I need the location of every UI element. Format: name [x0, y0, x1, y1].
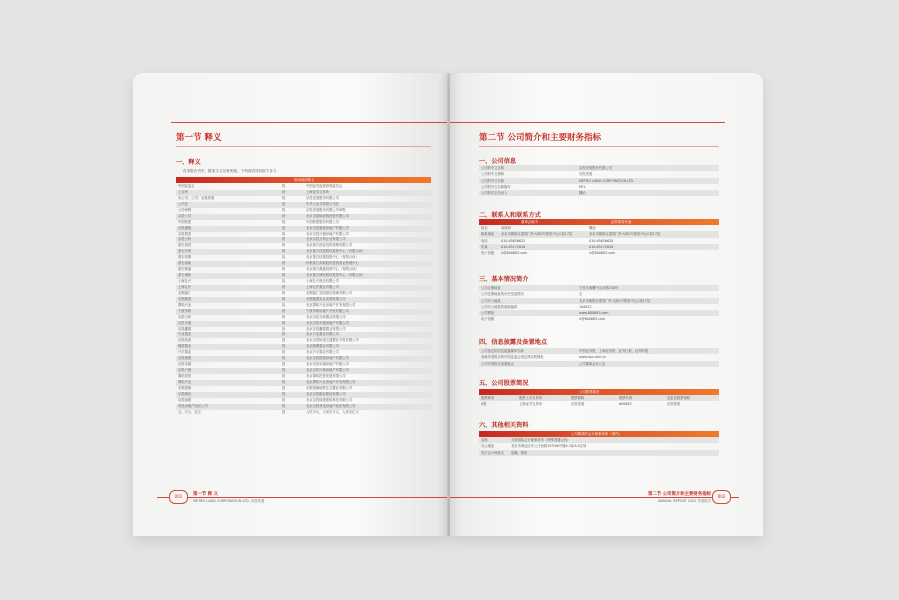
table-row	[479, 361, 719, 367]
table-cell: 京投置地	[178, 225, 192, 230]
table-cell: 京投万科	[178, 237, 192, 242]
section-title: 第二节 公司简介和主要财务指标	[479, 133, 601, 143]
table-cell: 基石创投	[178, 243, 192, 248]
table-cell: 联系地址	[481, 232, 495, 237]
contact-title: 二、联系人和联系方式	[479, 212, 541, 219]
table-cell: 指	[282, 362, 286, 367]
table-cell: 北京颐德置业有限公司	[306, 344, 339, 349]
table-cell: 京投轨道	[178, 338, 192, 343]
basic-info-title: 三、基本情况简介	[479, 276, 529, 283]
table-cell: 中国证监会	[178, 184, 195, 188]
table-cell: 指	[282, 207, 286, 212]
table-cell: 宁波华联	[178, 308, 192, 313]
table-cell: 指	[282, 344, 286, 349]
glossary-table-header	[176, 177, 431, 183]
table-cell: 北京基石鼎盛投资中心（有限合伙）	[306, 267, 359, 272]
table-cell: 北京基石城轨股权投资中心（有限合伙）	[306, 273, 366, 278]
footer-title: 第一节 释 义	[193, 492, 219, 497]
right-page	[450, 73, 763, 536]
table-cell: METRO LAND CORPORATION LTD.	[579, 178, 635, 183]
table-cell: 指	[282, 184, 286, 188]
table-cell: 兴平置业	[178, 350, 192, 355]
contact-table	[479, 225, 719, 256]
table-cell: 指	[282, 320, 286, 325]
table-cell: 高晓妍	[501, 226, 511, 230]
table-cell: 京投发展	[571, 402, 585, 407]
table-cell: 无锡嘉仁花园酒店管理有限公司	[306, 290, 353, 295]
table-cell: 北京京投轨道交通置业开发有限公司	[306, 338, 359, 343]
table-cell: 宁波华联房地产开发有限公司	[306, 308, 349, 313]
table-cell: A股	[481, 402, 487, 407]
company-info-title: 一、公司信息	[479, 158, 517, 165]
table-cell: 北京潭柘兴业房地产开发有限公司	[306, 379, 356, 384]
table-cell: 北京京投灜德置业有限公司	[306, 326, 346, 331]
table-cell: 北京京投丰德房地产有限公司	[306, 320, 349, 325]
table-cell: 北京市海淀区车公庄西路19号68号楼A-1和A-5区域	[511, 444, 587, 449]
table-cell: 公司年度报告备置地点	[481, 361, 514, 366]
table-header-label: 常用词语释义	[294, 178, 315, 182]
table-cell: 指	[282, 374, 286, 378]
auditor-header-label: 公司聘请的会计师事务所（境内）	[571, 432, 622, 436]
page-number: 002	[712, 490, 731, 504]
table-cell: 上海礼兴酒店有限公司	[306, 279, 339, 283]
section-title: 第一节 释义	[176, 133, 222, 143]
top-rule	[171, 122, 448, 123]
table-cell: 010-65636622	[501, 238, 526, 243]
table-cell: 指	[282, 308, 286, 313]
table-cell: 指	[282, 231, 286, 236]
table-cell: 公司办公地址	[481, 298, 501, 303]
table-cell: 指	[282, 302, 286, 307]
table-cell: 北京京投颐信建设有限公司	[306, 391, 346, 396]
table-cell: 北京潭柘投资发展有限公司	[306, 374, 346, 378]
table-cell: www.600683.com	[579, 311, 609, 316]
table-cell: 北京京投兴檀房地产有限公司	[306, 231, 349, 236]
table-cell: 怀柔基石高新股权投资基金管理中心	[306, 261, 359, 266]
table-cell: 基石高新	[178, 261, 192, 266]
table-cell: 京投瑞德	[178, 356, 192, 361]
footer-subtitle: METRO LAND CORPORATION LTD. 京投发展	[193, 499, 265, 503]
table-cell: 屈飚、陈旭	[511, 450, 528, 455]
left-page	[133, 73, 448, 536]
table-cell: 上海礼仟置业有限公司	[306, 284, 339, 289]
table-cell: 指	[282, 267, 286, 272]
table-cell: 人民币元、人民币万元、人民币亿元	[306, 409, 359, 414]
table-cell: 公司网址	[481, 311, 495, 316]
title-divider	[479, 146, 719, 147]
table-cell: 指	[282, 350, 286, 355]
table-cell: 北京京投瑞德房地产有限公司	[306, 356, 349, 361]
table-cell: 指	[282, 314, 286, 319]
table-cell: 股票代码	[619, 396, 633, 400]
table-cell: 中国铁建	[178, 219, 192, 224]
table-cell: 上海礼仟	[178, 284, 192, 289]
table-cell: 中国证券监督管理委员会	[306, 184, 343, 188]
table-cell: www.sse.com.cn	[579, 355, 607, 360]
table-cell: 010-85172628	[501, 244, 526, 249]
top-rule	[450, 122, 725, 123]
table-cell: 宁波市海曙中山东路238号	[579, 286, 619, 290]
table-cell: 基石鼎盛	[178, 267, 192, 272]
table-cell: 公司的外文名称缩写	[481, 184, 511, 189]
table-cell: 指	[282, 391, 286, 396]
table-cell: 股票种类	[481, 396, 495, 400]
table-row	[479, 190, 719, 196]
table-cell: 易投房地产经纪公司	[178, 403, 208, 408]
table-cell: 指	[282, 368, 286, 373]
table-cell: 潭柘兴业	[178, 379, 192, 384]
table-cell: 京投卓越	[178, 362, 192, 367]
table-cell: 魏怡	[579, 191, 586, 196]
table-cell: 京投灜德	[178, 326, 192, 331]
table-cell: 无锡嘉仁	[178, 290, 192, 295]
table-cell: 登载年度报告的中国证监会指定网站的网址	[481, 355, 544, 360]
table-cell: 指	[282, 296, 286, 301]
table-cell: 北京兴平置业有限公司	[306, 350, 339, 355]
table-cell: 兴业置业	[178, 332, 192, 337]
table-cell: 指	[282, 332, 286, 337]
table-cell: 指	[282, 249, 286, 254]
table-cell: 公司的中文名称	[481, 166, 505, 170]
table-cell: 元、万元、亿元	[178, 409, 202, 414]
subsection-title: 一、释义	[176, 159, 201, 166]
title-divider	[176, 146, 431, 147]
table-cell: 无锡望愉地铁生态置业有限公司	[306, 385, 353, 390]
table-row	[176, 410, 431, 416]
table-row	[479, 401, 719, 407]
table-cell: 指	[282, 237, 286, 242]
table-cell: 名称	[481, 438, 488, 442]
table-cell: 公司法	[178, 201, 188, 206]
table-cell: 京投发展股份有限公司	[306, 195, 339, 200]
table-cell: 基石城轨	[178, 273, 192, 278]
stock-title: 五、公司股票简况	[479, 380, 529, 387]
table-cell: 指	[282, 255, 286, 260]
table-cell: 中国铁建股份有限公司	[306, 219, 339, 224]
table-cell: MTL	[579, 184, 586, 189]
table-cell: 指	[282, 243, 286, 248]
table-cell: 无锡望愉	[178, 385, 192, 390]
page-number: 001	[169, 490, 188, 504]
auditor-table	[479, 437, 719, 456]
table-cell: 无锡惠澄	[178, 296, 192, 301]
table-cell: 京投银泰	[667, 402, 681, 407]
table-cell: 潭柘兴业	[178, 302, 192, 307]
disclosure-title: 四、信息披露及备置地点	[479, 339, 548, 346]
table-cell: 北京市朝阳区建国门外大街2号银泰中心C座17层	[589, 232, 661, 237]
table-cell: ir@600683.com	[501, 251, 528, 256]
table-cell: 本公司、公司、京投发展	[178, 195, 215, 200]
table-cell: 上交所	[178, 189, 188, 194]
table-cell: 传真	[481, 244, 488, 249]
table-cell: 股票上市交易所	[519, 396, 543, 400]
table-cell: 电话	[481, 238, 488, 243]
basic-info-table	[479, 285, 719, 323]
table-cell: 指	[282, 356, 286, 361]
table-cell: 无	[579, 292, 583, 297]
table-cell: 京投颐信	[178, 391, 192, 396]
table-cell: 公司的法定代表人	[481, 191, 508, 196]
disclosure-table	[479, 348, 719, 367]
footer-subtitle: ANNUAL REPORT 2022 年度报告	[658, 499, 711, 503]
table-cell: 010-65636620	[589, 238, 614, 243]
table-cell: 魏旭	[589, 226, 596, 230]
table-cell: 京投发展股份有限公司	[579, 166, 612, 170]
table-cell: 京投丰德	[178, 320, 192, 325]
table-cell: 公司的外文名称	[481, 178, 505, 183]
table-cell: 北京市基础设施投资有限公司	[306, 213, 349, 218]
table-cell: 潭柘投资	[178, 374, 192, 378]
table-cell: 100022	[579, 304, 592, 309]
table-cell: 京投发展股份有限公司章程	[306, 207, 346, 212]
table-cell: ir@600683.com	[589, 251, 616, 256]
table-cell: 公司注册地址	[481, 286, 501, 290]
table-cell: 指	[282, 409, 286, 414]
table-cell: 北京市朝阳区建国门外大街2号银泰中心C座17层	[501, 232, 573, 237]
table-cell: 指	[282, 403, 286, 408]
table-cell: 北京京投绿建建筑科技有限公司	[306, 397, 353, 402]
table-cell: 电子信箱	[481, 251, 495, 256]
table-cell: ir@600683.com	[579, 317, 606, 322]
table-cell: 电子信箱	[481, 317, 495, 322]
table-cell: 上海证券交易所	[306, 189, 330, 194]
table-cell: 中华人民共和国公司法	[306, 201, 339, 206]
table-cell: 公司董事会办公室	[579, 361, 606, 366]
rep-col-label: 证券事务代表	[611, 220, 632, 224]
table-cell: 北京兴业置业有限公司	[306, 332, 339, 337]
table-cell: 天职国际会计师事务所（特殊普通合伙）	[511, 438, 571, 442]
table-cell: 北京京投万科企业有限公司	[306, 237, 346, 242]
table-cell: 指	[282, 219, 286, 224]
table-cell: 京投银泰	[178, 231, 192, 236]
secretary-col-label: 董事会秘书	[521, 220, 538, 224]
table-cell: 北京基石信德投资中心（有限合伙）	[306, 255, 359, 260]
table-cell: 北京潭柘兴业房地产开发有限公司	[306, 302, 356, 307]
table-cell: 基石信德	[178, 255, 192, 260]
table-cell: 指	[282, 189, 286, 194]
stock-header-label: 公司股票简况	[579, 390, 600, 394]
table-cell: 北京基石仲盈股权投资中心（有限合伙）	[306, 249, 366, 254]
table-cell: 指	[282, 397, 286, 402]
table-cell: 指	[282, 195, 286, 200]
table-cell: 京投公司	[178, 213, 192, 218]
table-row	[479, 316, 719, 322]
table-cell: 公司注册地址的历史变更情况	[481, 292, 524, 297]
table-cell: 指	[282, 279, 286, 283]
stock-table	[479, 395, 719, 408]
table-cell: 北京基石创业投资管理有限公司	[306, 243, 353, 248]
table-cell: 指	[282, 273, 286, 278]
table-cell: 指	[282, 284, 286, 289]
table-cell: 公司办公地址的邮政编码	[481, 304, 518, 309]
table-cell: 指	[282, 213, 286, 218]
table-cell: 指	[282, 290, 286, 295]
table-cell: 姓名	[481, 226, 488, 230]
table-row	[479, 250, 719, 256]
table-cell: 指	[282, 379, 286, 384]
footer-title: 第二节 公司简介和主要财务指标	[648, 492, 711, 497]
table-cell: 签字会计师姓名	[481, 450, 505, 455]
table-cell: 公司章程	[178, 207, 192, 212]
table-cell: 上海礼兴	[178, 279, 192, 283]
table-cell: 无锡惠澄实业发展有限公司	[306, 296, 346, 301]
table-cell: 公司选定的信息披露媒体名称	[481, 349, 524, 353]
table-row	[479, 450, 719, 456]
table-cell: 北京京投兴海房地产有限公司	[306, 368, 349, 373]
table-cell: 北京京投卓越房地产有限公司	[306, 362, 349, 367]
table-cell: 变更前股票简称	[667, 396, 691, 400]
table-cell: 600683	[619, 402, 632, 407]
table-cell: 指	[282, 225, 286, 230]
other-info-title: 六、其他相关资料	[479, 422, 529, 429]
table-cell: 颐德置业	[178, 344, 192, 349]
table-cell: 北京京投万和置业有限公司	[306, 314, 346, 319]
table-cell: 北京市朝阳区建国门外大街2号银泰中心C座17层	[579, 298, 651, 303]
table-cell: 办公地址	[481, 444, 495, 449]
table-cell: 010-85172628	[589, 244, 614, 249]
table-cell: 指	[282, 326, 286, 331]
table-cell: 北京京投置地房地产有限公司	[306, 225, 349, 230]
table-cell: 指	[282, 261, 286, 266]
table-cell: 京投发展	[579, 172, 593, 177]
table-cell: 京投绿建	[178, 397, 192, 402]
table-cell: 指	[282, 338, 286, 343]
intro-text: 在本报告书中，除非文义另有所指，下列词语具有如下含义：	[183, 169, 281, 173]
table-cell: 基石丹青	[178, 249, 192, 254]
table-cell: 京投万和	[178, 314, 192, 319]
table-cell: 京投兴海	[178, 368, 192, 373]
table-cell: 指	[282, 385, 286, 390]
table-cell: 上海证券交易所	[519, 402, 543, 407]
table-cell: 股票简称	[571, 396, 585, 400]
company-info-table	[479, 165, 719, 196]
table-cell: 中国证券报、上海证券报、证券日报、证券时报	[579, 349, 649, 353]
glossary-table	[176, 184, 431, 416]
table-cell: 北京京投易投房地产经纪有限公司	[306, 403, 356, 408]
table-cell: 公司的中文简称	[481, 172, 505, 177]
table-cell: 指	[282, 201, 286, 206]
